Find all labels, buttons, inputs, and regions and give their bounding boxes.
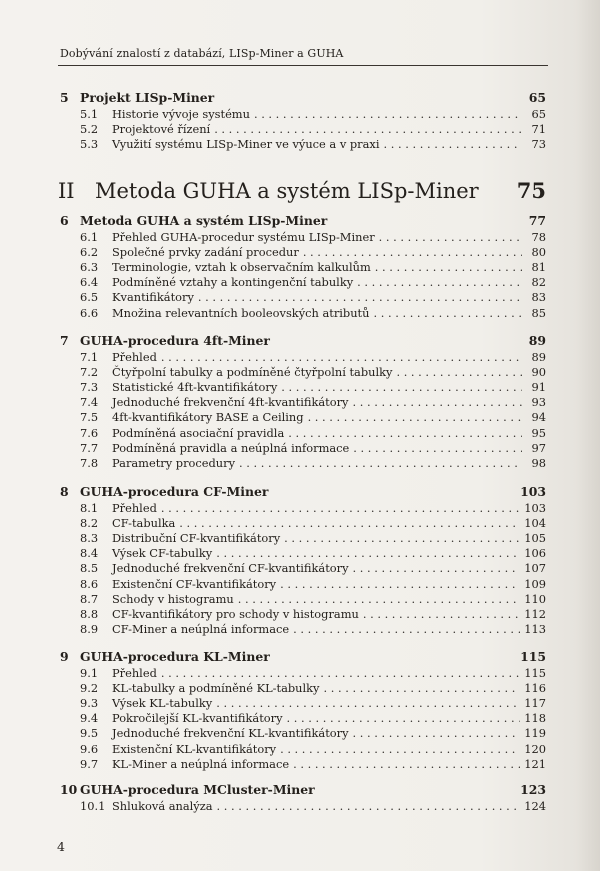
- section-page-number: 106: [524, 546, 546, 561]
- section-page-number: 124: [524, 798, 546, 813]
- toc-section[interactable]: [60, 607, 546, 621]
- section-number: 6.1: [80, 229, 99, 244]
- section-page-number: 90: [531, 364, 546, 379]
- toc-section[interactable]: [60, 107, 546, 121]
- section-number: 6.6: [80, 305, 99, 320]
- section-number: 8.2: [80, 515, 99, 530]
- leader-dots: [353, 441, 522, 455]
- section-number: 6.4: [80, 275, 99, 290]
- section-title: Přehled: [112, 500, 157, 515]
- toc-section[interactable]: [60, 711, 546, 725]
- section-page-number: 121: [524, 756, 546, 771]
- leader-dots: [353, 561, 521, 575]
- chapter-number: 10: [60, 782, 78, 797]
- section-title: CF-tabulka: [112, 515, 176, 530]
- part-page-number: 75: [516, 178, 546, 203]
- section-title: Jednoduché frekvenční 4ft-kvantifikátory: [112, 395, 349, 410]
- section-title: KL-tabulky a podmíněné KL-tabulky: [112, 680, 320, 695]
- chapter-page-number: 123: [520, 782, 546, 797]
- section-title: Výsek CF-tabulky: [112, 546, 213, 561]
- section-page-number: 120: [524, 741, 546, 756]
- toc-chapter[interactable]: [60, 782, 546, 797]
- section-title: Terminologie, vztah k observačním kalkulům: [112, 259, 371, 274]
- part-heading: [58, 178, 546, 203]
- leader-dots: [384, 137, 523, 151]
- section-page-number: 83: [531, 290, 546, 305]
- leader-dots: [373, 306, 522, 320]
- section-number: 9.3: [80, 695, 99, 710]
- toc-section[interactable]: [60, 501, 546, 515]
- toc-section[interactable]: [60, 456, 546, 470]
- chapter-title: GUHA-procedura KL-Miner: [80, 649, 270, 664]
- section-page-number: 91: [531, 379, 546, 394]
- section-title: Využití systému LISp-Miner ve výuce a v praxi: [112, 136, 380, 151]
- toc-section[interactable]: [60, 757, 546, 771]
- chapter-title: GUHA-procedura CF-Miner: [80, 484, 269, 499]
- chapter-title: Metoda GUHA a systém LISp-Miner: [80, 213, 328, 228]
- section-number: 6.3: [80, 259, 99, 274]
- section-page-number: 117: [524, 695, 546, 710]
- section-number: 9.7: [80, 756, 99, 771]
- leader-dots: [214, 122, 522, 136]
- section-number: 8.5: [80, 561, 99, 576]
- toc-chapter[interactable]: [60, 213, 546, 228]
- leader-dots: [216, 546, 520, 560]
- section-title: Shluková analýza: [112, 798, 213, 813]
- section-number: 9.6: [80, 741, 99, 756]
- section-title: 4ft-kvantifikátory BASE a Ceiling: [112, 410, 304, 425]
- toc-chapter[interactable]: [60, 90, 546, 105]
- toc-section[interactable]: [60, 230, 546, 244]
- toc-section[interactable]: [60, 531, 546, 545]
- leader-dots: [293, 757, 520, 771]
- section-title: Existenční CF-kvantifikátory: [112, 576, 277, 591]
- toc-section[interactable]: [60, 441, 546, 455]
- leader-dots: [217, 799, 521, 813]
- leader-dots: [238, 592, 521, 606]
- leader-dots: [161, 501, 520, 515]
- toc-section[interactable]: [60, 395, 546, 409]
- toc-section[interactable]: [60, 681, 546, 695]
- leader-dots: [357, 275, 522, 289]
- section-page-number: 81: [531, 259, 546, 274]
- section-number: 6.2: [80, 244, 99, 259]
- section-number: 8.1: [80, 500, 99, 515]
- leader-dots: [161, 350, 522, 364]
- chapter-title: GUHA-procedura MCluster-Miner: [80, 782, 315, 797]
- section-title: Množina relevantních booleovských atributů: [112, 305, 370, 320]
- section-number: 9.4: [80, 711, 99, 726]
- section-title: Společné prvky zadání procedur: [112, 244, 299, 259]
- toc-section[interactable]: [60, 726, 546, 740]
- section-title: Pokročilejší KL-kvantifikátory: [112, 711, 283, 726]
- chapter-number: 6: [60, 213, 69, 228]
- section-page-number: 97: [531, 440, 546, 455]
- part-title: Metoda GUHA a systém LISp-Miner: [95, 179, 479, 203]
- section-number: 8.8: [80, 606, 99, 621]
- leader-dots: [379, 230, 522, 244]
- chapter-page-number: 89: [528, 333, 546, 348]
- leader-dots: [308, 410, 522, 424]
- section-title: Podmíněná pravidla a neúplná informace: [112, 440, 350, 455]
- section-page-number: 110: [524, 591, 546, 606]
- chapter-page-number: 115: [520, 649, 546, 664]
- section-number: 9.1: [80, 665, 99, 680]
- chapter-title: GUHA-procedura 4ft-Miner: [80, 333, 270, 348]
- section-title: Čtyřpolní tabulky a podmíněné čtyřpolní tabulky: [112, 364, 393, 379]
- leader-dots: [353, 726, 521, 740]
- toc-section[interactable]: [60, 410, 546, 424]
- section-page-number: 115: [524, 665, 546, 680]
- section-page-number: 118: [524, 711, 546, 726]
- section-title: Historie vývoje systému: [112, 106, 250, 121]
- leader-dots: [179, 516, 520, 530]
- part-number: II: [58, 179, 75, 203]
- toc-section[interactable]: [60, 742, 546, 756]
- section-number: 7.4: [80, 395, 99, 410]
- toc-section[interactable]: [60, 122, 546, 136]
- section-number: 8.7: [80, 591, 99, 606]
- section-page-number: 112: [524, 606, 546, 621]
- section-title: Existenční KL-kvantifikátory: [112, 741, 277, 756]
- toc-chapter[interactable]: [60, 333, 546, 348]
- section-title: Výsek KL-tabulky: [112, 695, 213, 710]
- section-title: Kvantifikátory: [112, 290, 194, 305]
- section-number: 7.1: [80, 349, 99, 364]
- leader-dots: [293, 622, 520, 636]
- section-number: 9.2: [80, 680, 99, 695]
- section-number: 10.1: [80, 798, 106, 813]
- toc-section[interactable]: [60, 592, 546, 606]
- toc-section[interactable]: [60, 622, 546, 636]
- toc-section[interactable]: [60, 516, 546, 530]
- section-page-number: 80: [531, 244, 546, 259]
- leader-dots: [161, 666, 520, 680]
- toc-section[interactable]: [60, 577, 546, 591]
- chapter-title: Projekt LISp-Miner: [80, 90, 215, 105]
- section-page-number: 93: [531, 395, 546, 410]
- section-number: 7.7: [80, 440, 99, 455]
- section-page-number: 109: [524, 576, 546, 591]
- section-number: 7.8: [80, 455, 99, 470]
- leader-dots: [363, 607, 520, 621]
- section-number: 8.3: [80, 530, 99, 545]
- leader-dots: [303, 245, 522, 259]
- toc-section[interactable]: [60, 137, 546, 151]
- section-number: 8.6: [80, 576, 99, 591]
- section-title: KL-Miner a neúplná informace: [112, 756, 290, 771]
- chapter-number: 8: [60, 484, 69, 499]
- section-page-number: 82: [531, 275, 546, 290]
- page-folio: 4: [57, 839, 65, 854]
- toc-section[interactable]: [60, 260, 546, 274]
- section-page-number: 73: [531, 136, 546, 151]
- section-number: 5.3: [80, 136, 99, 151]
- leader-dots: [284, 531, 520, 545]
- leader-dots: [324, 681, 521, 695]
- section-number: 5.1: [80, 106, 99, 121]
- section-title: Přehled: [112, 349, 157, 364]
- section-title: Parametry procedury: [112, 455, 236, 470]
- toc-chapter[interactable]: [60, 484, 546, 499]
- leader-dots: [280, 577, 520, 591]
- toc-section[interactable]: [60, 799, 546, 813]
- leader-dots: [396, 365, 522, 379]
- toc-section[interactable]: [60, 666, 546, 680]
- leader-dots: [375, 260, 522, 274]
- section-title: Distribuční CF-kvantifikátory: [112, 530, 281, 545]
- section-title: Podmíněná asociační pravidla: [112, 425, 285, 440]
- section-number: 7.5: [80, 410, 99, 425]
- leader-dots: [352, 395, 522, 409]
- section-number: 9.5: [80, 726, 99, 741]
- section-page-number: 71: [531, 121, 546, 136]
- section-title: Schody v histogramu: [112, 591, 234, 606]
- section-page-number: 116: [524, 680, 546, 695]
- section-page-number: 107: [524, 561, 546, 576]
- chapter-number: 5: [60, 90, 69, 105]
- chapter-number: 9: [60, 649, 69, 664]
- section-page-number: 105: [524, 530, 546, 545]
- section-number: 7.6: [80, 425, 99, 440]
- header-rule: [58, 65, 548, 66]
- section-number: 8.9: [80, 622, 99, 637]
- toc-section[interactable]: [60, 380, 546, 394]
- section-page-number: 89: [531, 349, 546, 364]
- section-page-number: 103: [524, 500, 546, 515]
- section-number: 6.5: [80, 290, 99, 305]
- section-title: CF-Miner a neúplná informace: [112, 622, 290, 637]
- section-page-number: 98: [531, 455, 546, 470]
- section-page-number: 95: [531, 425, 546, 440]
- section-title: CF-kvantifikátory pro schody v histogramu: [112, 606, 359, 621]
- toc-section[interactable]: [60, 350, 546, 364]
- toc-section[interactable]: [60, 561, 546, 575]
- toc-section[interactable]: [60, 365, 546, 379]
- section-title: Jednoduché frekvenční KL-kvantifikátory: [112, 726, 349, 741]
- section-page-number: 65: [531, 106, 546, 121]
- leader-dots: [280, 742, 520, 756]
- section-page-number: 94: [531, 410, 546, 425]
- toc-section[interactable]: [60, 245, 546, 259]
- section-title: Jednoduché frekvenční CF-kvantifikátory: [112, 561, 349, 576]
- leader-dots: [254, 107, 522, 121]
- section-number: 7.3: [80, 379, 99, 394]
- section-title: Statistické 4ft-kvantifikátory: [112, 379, 278, 394]
- section-number: 7.2: [80, 364, 99, 379]
- section-page-number: 119: [524, 726, 546, 741]
- section-title: Přehled: [112, 665, 157, 680]
- section-page-number: 113: [524, 622, 546, 637]
- section-page-number: 104: [524, 515, 546, 530]
- section-page-number: 85: [531, 305, 546, 320]
- section-title: Podmíněné vztahy a kontingenční tabulky: [112, 275, 354, 290]
- section-number: 8.4: [80, 546, 99, 561]
- toc-section[interactable]: [60, 275, 546, 289]
- chapter-page-number: 103: [520, 484, 546, 499]
- section-title: Přehled GUHA-procedur systému LISp-Miner: [112, 229, 375, 244]
- section-page-number: 78: [531, 229, 546, 244]
- leader-dots: [216, 696, 520, 710]
- section-title: Projektové řízení: [112, 121, 211, 136]
- leader-dots: [239, 456, 522, 470]
- toc-section[interactable]: [60, 306, 546, 320]
- toc-chapter[interactable]: [60, 649, 546, 664]
- leader-dots: [288, 426, 522, 440]
- toc-section[interactable]: [60, 696, 546, 710]
- running-head: Dobývání znalostí z databází, LISp-Miner a GUHA: [60, 47, 344, 60]
- section-number: 5.2: [80, 121, 99, 136]
- chapter-page-number: 77: [528, 213, 546, 228]
- leader-dots: [287, 711, 521, 725]
- leader-dots: [281, 380, 522, 394]
- toc-section[interactable]: [60, 426, 546, 440]
- toc-section[interactable]: [60, 546, 546, 560]
- chapter-number: 7: [60, 333, 69, 348]
- toc-section[interactable]: [60, 290, 546, 304]
- leader-dots: [198, 290, 522, 304]
- chapter-page-number: 65: [528, 90, 546, 105]
